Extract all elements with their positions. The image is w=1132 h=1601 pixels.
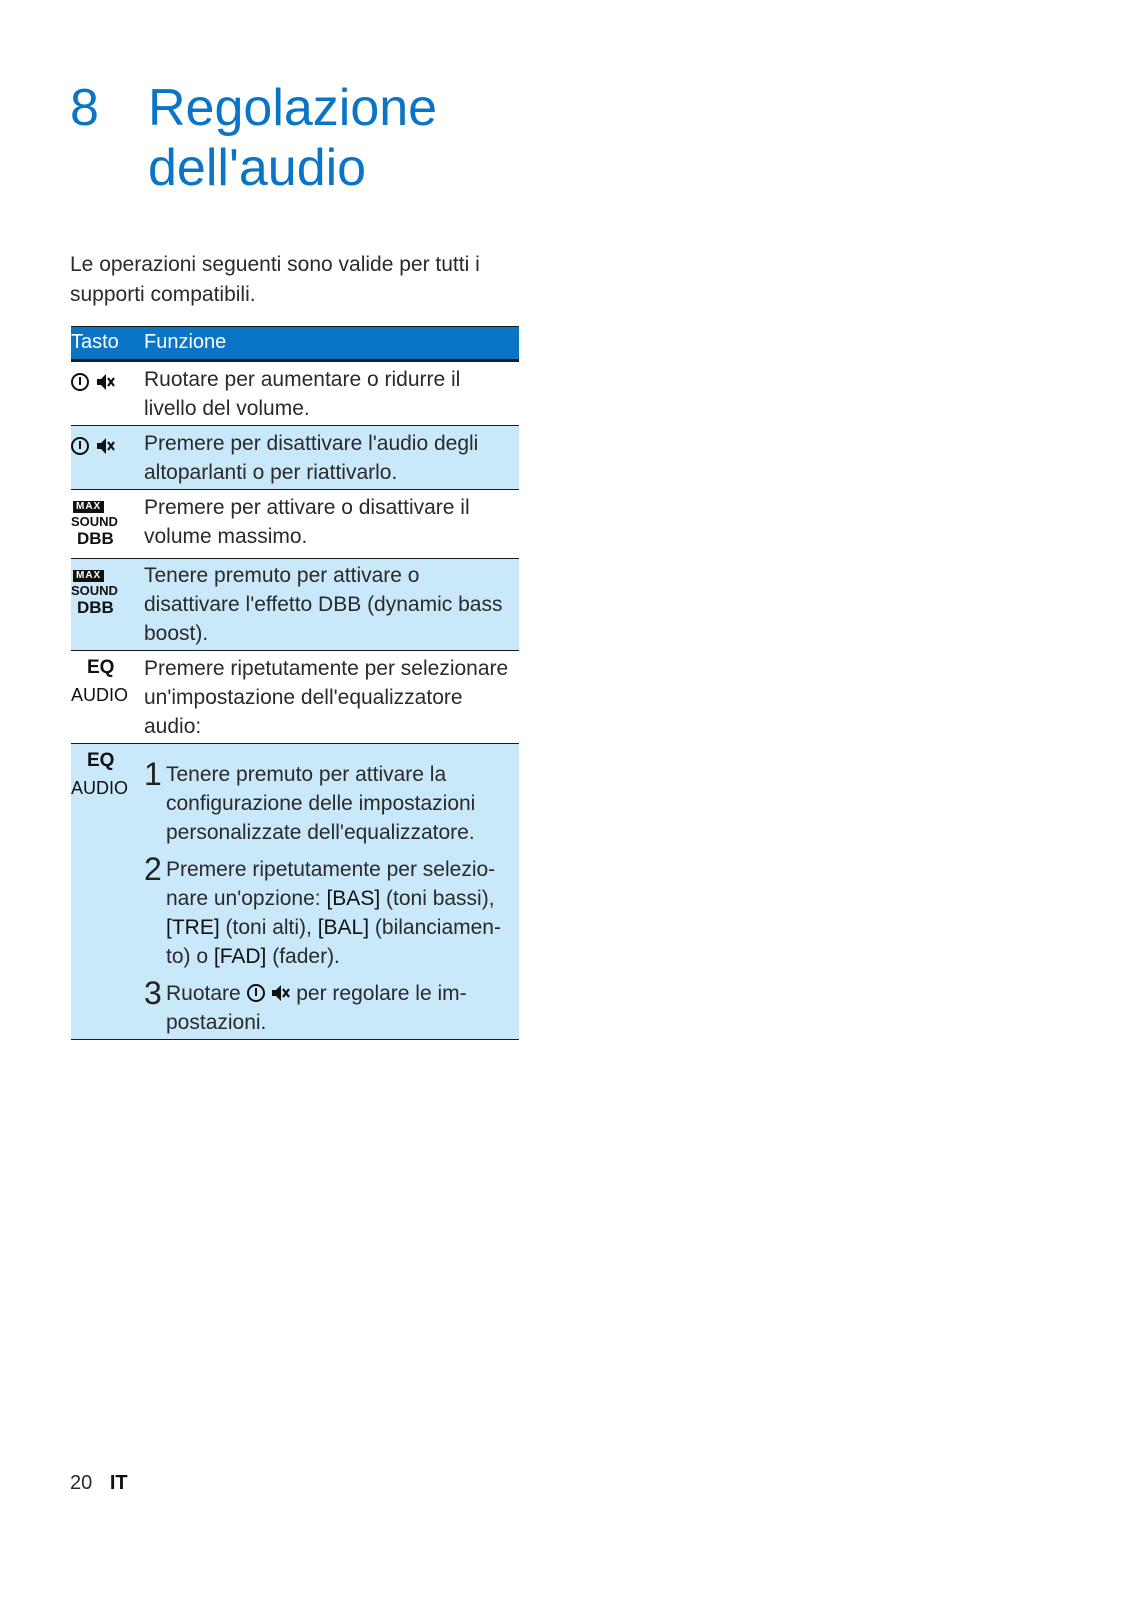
max-badge: MAX bbox=[73, 570, 104, 582]
mute-key bbox=[71, 426, 139, 456]
function-text: Premere per attivare o disattivare il volume massimo. bbox=[144, 496, 470, 548]
table-header bbox=[71, 326, 519, 362]
header-key: Tasto bbox=[71, 331, 119, 353]
function-text: Ruotare per aumentare o ridurre il livello del volume. bbox=[144, 368, 461, 420]
sound-label: SOUND bbox=[71, 514, 118, 529]
chapter-title: Regolazione dell'audio bbox=[148, 79, 438, 197]
power-icon bbox=[71, 373, 89, 391]
table-row bbox=[71, 426, 519, 490]
step-text: (toni alti), bbox=[219, 916, 318, 939]
mute-icon bbox=[270, 983, 290, 1003]
step-text: (toni bassi), bbox=[380, 887, 495, 910]
page-footer bbox=[70, 1472, 128, 1495]
power-icon bbox=[71, 437, 89, 455]
step-text: Tenere premuto per attivare la configurazione delle impostazioni personalizzate dell'equalizzatore. bbox=[166, 763, 476, 844]
option-bal: [BAL] bbox=[317, 916, 370, 939]
mute-icon bbox=[95, 436, 115, 456]
function-text: Tenere premuto per attivare o disattivare l'effetto DBB (dynamic bass boost). bbox=[144, 564, 503, 645]
eq-audio-key bbox=[71, 657, 139, 706]
max-sound-key bbox=[71, 496, 139, 549]
volume-knob-key bbox=[71, 362, 139, 392]
step-text: Ruotare bbox=[166, 982, 247, 1005]
max-sound-key bbox=[71, 565, 139, 618]
step-text: Premere ripetutamente per selezio- nare un'opzione: bbox=[166, 858, 496, 910]
step-item bbox=[144, 975, 515, 1037]
option-fad: [FAD] bbox=[213, 945, 267, 968]
dbb-label: DBB bbox=[77, 598, 114, 617]
step-number: 1 bbox=[144, 756, 162, 792]
step-text: (bilanciamen- to) o bbox=[166, 916, 501, 968]
function-text: Premere ripetutamente per selezionare un'impostazione dell'equalizzatore audio: bbox=[144, 657, 509, 738]
eq-label: EQ bbox=[87, 750, 115, 771]
table-row bbox=[71, 651, 519, 744]
audio-label: AUDIO bbox=[71, 685, 129, 705]
language-code: IT bbox=[109, 1472, 128, 1494]
step-item bbox=[144, 756, 515, 847]
table-row bbox=[71, 490, 519, 559]
eq-audio-key bbox=[71, 750, 139, 799]
step-text: per regolare le im- postazioni. bbox=[166, 982, 467, 1034]
header-function: Funzione bbox=[144, 331, 227, 353]
table-row bbox=[71, 744, 519, 1040]
table-row bbox=[71, 559, 519, 651]
controls-table bbox=[71, 326, 519, 1040]
max-badge: MAX bbox=[73, 501, 104, 513]
chapter-number: 8 bbox=[70, 79, 99, 137]
sound-label: SOUND bbox=[71, 583, 118, 598]
option-bas: [BAS] bbox=[326, 887, 381, 910]
function-steps bbox=[144, 744, 519, 1037]
intro-paragraph: Le operazioni seguenti sono valide per tutti i supporti compatibili. bbox=[70, 253, 480, 306]
step-text: (fader). bbox=[266, 945, 340, 968]
page-number: 20 bbox=[70, 1472, 93, 1494]
step-number: 3 bbox=[144, 975, 162, 1011]
step-number: 2 bbox=[144, 851, 162, 887]
audio-label: AUDIO bbox=[71, 778, 129, 798]
option-tre: [TRE] bbox=[166, 916, 220, 939]
dbb-label: DBB bbox=[77, 529, 114, 548]
step-item bbox=[144, 851, 515, 971]
mute-icon bbox=[95, 372, 115, 392]
table-row bbox=[71, 362, 519, 426]
power-icon bbox=[247, 984, 265, 1002]
function-text: Premere per disattivare l'audio degli altoparlanti o per riattivarlo. bbox=[144, 432, 479, 484]
eq-label: EQ bbox=[87, 657, 115, 678]
